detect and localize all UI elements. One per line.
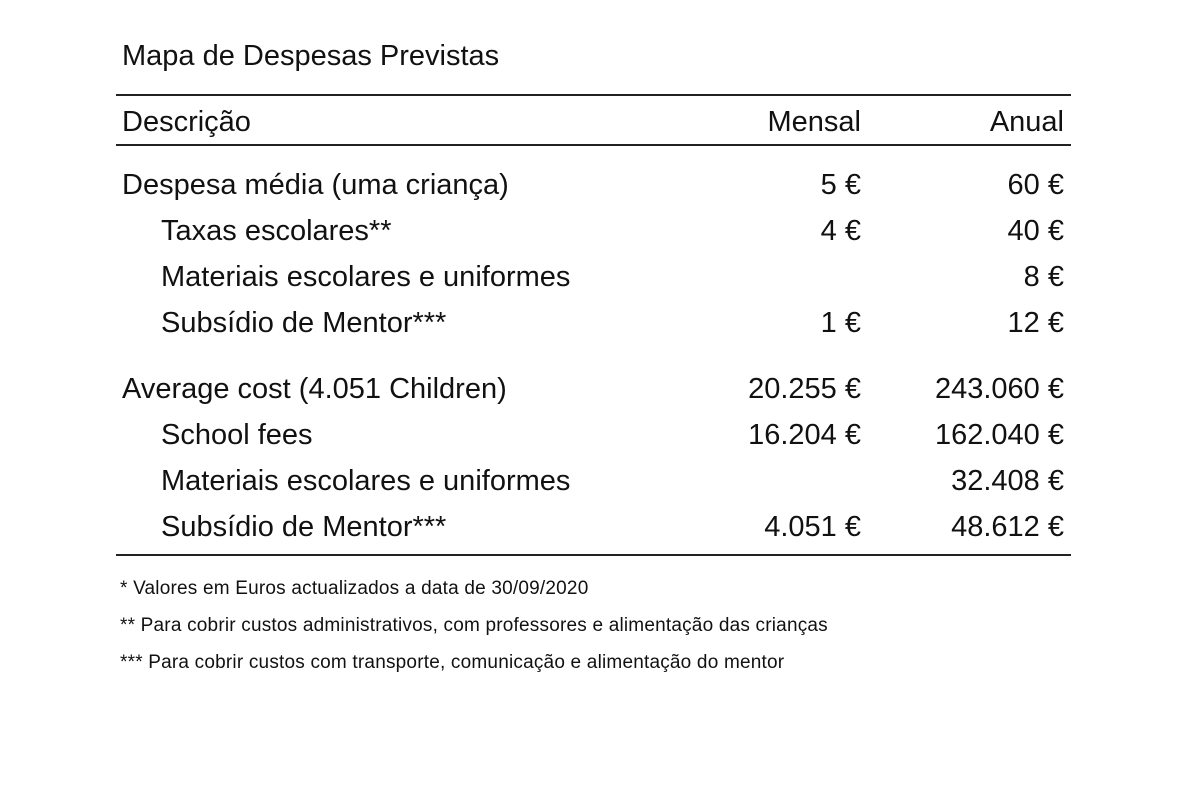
expense-table (116, 94, 1071, 556)
table-row (116, 254, 1071, 300)
row-monthly: 16.204 € (748, 419, 861, 451)
group-row-single-child (116, 162, 1071, 208)
row-label: Taxas escolares** (161, 215, 392, 247)
group-label: Despesa média (uma criança) (122, 169, 509, 201)
table-row (116, 208, 1071, 254)
group-annual: 60 € (1007, 169, 1064, 201)
header-monthly: Mensal (767, 106, 861, 138)
table-row (116, 504, 1071, 550)
group-annual: 243.060 € (934, 373, 1064, 405)
row-label: Subsídio de Mentor*** (161, 307, 447, 339)
group-label: Average cost (4.051 Children) (122, 373, 507, 405)
header-annual: Anual (989, 106, 1064, 138)
row-annual: 40 € (1007, 215, 1064, 247)
footnote: * Valores em Euros actualizados a data de 30/09/2020 (120, 578, 589, 599)
row-annual: 162.040 € (934, 419, 1064, 451)
table-header-row (116, 96, 1071, 144)
row-label: Materiais escolares e uniformes (161, 261, 571, 293)
row-annual: 12 € (1007, 307, 1064, 339)
table-row (116, 300, 1071, 346)
table-row (116, 458, 1071, 504)
row-monthly: 1 € (820, 307, 861, 339)
row-label: Materiais escolares e uniformes (161, 465, 571, 497)
row-annual: 8 € (1023, 261, 1064, 293)
row-monthly: 4 € (820, 215, 861, 247)
row-label: Subsídio de Mentor*** (161, 511, 447, 543)
row-annual: 32.408 € (951, 465, 1064, 497)
row-monthly: 4.051 € (764, 511, 861, 543)
group-monthly: 20.255 € (748, 373, 861, 405)
footnote: *** Para cobrir custos com transporte, comunicação e alimentação do mentor (120, 652, 785, 673)
table-row (116, 412, 1071, 458)
row-annual: 48.612 € (951, 511, 1064, 543)
group-monthly: 5 € (820, 169, 861, 201)
table-bottom-rule (116, 554, 1071, 556)
group-row-all-children (116, 366, 1071, 412)
footnotes (120, 570, 828, 681)
page-title: Mapa de Despesas Previstas (122, 40, 500, 72)
header-description: Descrição (122, 106, 251, 138)
row-label: School fees (161, 419, 313, 451)
footnote: ** Para cobrir custos administrativos, com professores e alimentação das crianças (120, 615, 828, 636)
